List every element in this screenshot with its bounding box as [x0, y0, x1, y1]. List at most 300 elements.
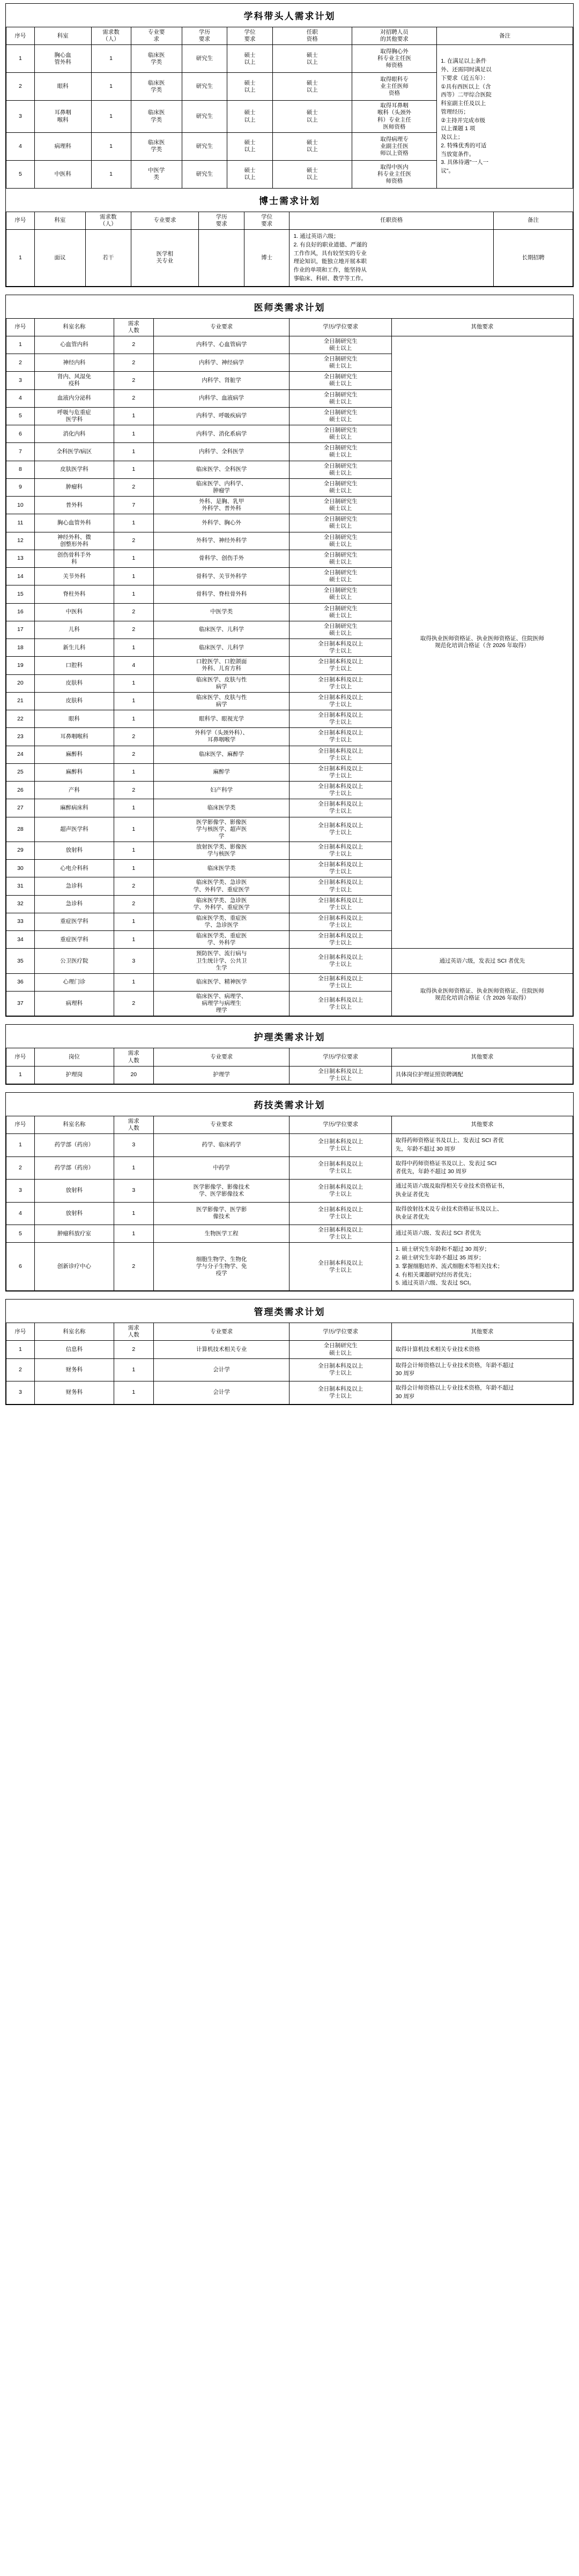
cell-dept: 眼科	[34, 73, 91, 101]
cell-count: 1	[114, 799, 153, 817]
cell-education: 全日制本科及以上 学士以上	[290, 1202, 391, 1225]
cell-index: 6	[6, 1243, 35, 1291]
cell-qualification: 硕士 以上	[272, 101, 352, 133]
cell-dept: 眼科	[34, 710, 114, 728]
col-remarks: 备注	[493, 212, 573, 229]
cell-dept: 麻醉科	[34, 763, 114, 781]
cell-count: 2	[114, 728, 153, 746]
cell-qualification: 硕士 以上	[272, 160, 352, 188]
cell-dept: 病理科	[34, 992, 114, 1016]
cell-count: 2	[114, 895, 153, 913]
col-index: 序号	[6, 1116, 35, 1133]
cell-education: 全日制研究生 硕士以上	[290, 389, 391, 407]
section-nursing	[5, 1024, 574, 1085]
cell-education: 全日制研究生 硕士以上	[290, 1341, 391, 1358]
cell-dept: 药学部（药房）	[34, 1134, 114, 1157]
cell-index: 4	[6, 132, 35, 160]
table-header-row	[6, 318, 573, 336]
table-row	[6, 336, 573, 354]
cell-count: 4	[114, 657, 153, 674]
col-major: 专业要求	[153, 318, 290, 336]
col-index: 序号	[6, 212, 35, 229]
cell-index: 1	[6, 1134, 35, 1157]
cell-education: 全日制本科及以上 学士以上	[290, 992, 391, 1016]
cell-other-requirements: 取得眼科专 业主任医师 资格	[352, 73, 437, 101]
cell-major: 外科、是胸、乳甲 外科学、普外科	[153, 497, 290, 514]
cell-dept: 血液内分泌科	[34, 389, 114, 407]
cell-other-requirements: 取得胸心外 科专业主任医 师资格	[352, 45, 437, 73]
cell-index: 5	[6, 407, 35, 425]
cell-count: 1	[114, 674, 153, 692]
cell-index: 32	[6, 895, 35, 913]
cell-education: 全日制本科及以上 学士以上	[290, 1066, 391, 1084]
cell-other-requirements: 取得病理专 业副主任医 师以上资格	[352, 132, 437, 160]
cell-other-requirements: 取得会计师资格以上专业技术资格，年龄不超过 30 周岁	[391, 1358, 573, 1381]
table-discipline-leader	[6, 27, 573, 189]
cell-degree: 硕士 以上	[227, 160, 273, 188]
cell-degree: 硕士 以上	[227, 132, 273, 160]
cell-count: 1	[114, 763, 153, 781]
cell-education: 全日制研究生 硕士以上	[290, 585, 391, 603]
cell-index: 16	[6, 603, 35, 621]
cell-index: 10	[6, 497, 35, 514]
cell-dept: 皮肤科	[34, 692, 114, 710]
cell-dept: 肿瘤科放疗室	[34, 1225, 114, 1243]
cell-education: 全日制本科及以上 学士以上	[290, 799, 391, 817]
cell-other-requirements: 取得药师资格证书及以上、发表过 SCI 者优 先，年龄不超过 30 周岁	[391, 1134, 573, 1157]
cell-count: 1	[114, 461, 153, 478]
cell-dept: 放射科	[34, 1202, 114, 1225]
cell-index: 22	[6, 710, 35, 728]
cell-index: 18	[6, 639, 35, 657]
col-index: 序号	[6, 1048, 35, 1066]
cell-count: 1	[114, 842, 153, 859]
cell-count: 2	[114, 532, 153, 550]
cell-major: 临床医 学类	[131, 45, 182, 73]
cell-dept: 心血管内科	[34, 336, 114, 354]
cell-index: 36	[6, 973, 35, 991]
cell-index: 33	[6, 913, 35, 930]
cell-index: 3	[6, 372, 35, 389]
cell-major: 内科学、呼吸疾病学	[153, 407, 290, 425]
cell-count: 1	[114, 639, 153, 657]
cell-index: 35	[6, 949, 35, 973]
cell-degree: 博士	[244, 230, 290, 287]
table-row	[6, 949, 573, 973]
cell-education: 全日制本科及以上 学士以上	[290, 973, 391, 991]
cell-education: 全日制研究生 硕士以上	[290, 461, 391, 478]
cell-education: 全日制本科及以上 学士以上	[290, 782, 391, 799]
table-row	[6, 230, 573, 287]
cell-other-requirements: 取得中医内 科专业主任医 师资格	[352, 160, 437, 188]
cell-other-requirements: 取得中药师资格证书及以上、发表过 SCI 者优先，年龄不超过 30 周岁	[391, 1156, 573, 1180]
cell-index: 11	[6, 514, 35, 532]
cell-index: 15	[6, 585, 35, 603]
cell-dept: 脊柱外科	[34, 585, 114, 603]
cell-education: 全日制本科及以上 学士以上	[290, 1225, 391, 1243]
table-pharmacy-tech	[6, 1116, 573, 1291]
col-other-requirements: 其他要求	[391, 318, 573, 336]
cell-dept: 肿瘤科	[34, 478, 114, 496]
section-physician	[5, 295, 574, 1017]
cell-major: 临床医学、全科医学	[153, 461, 290, 478]
cell-other-requirements-merged: 通过英语六级，发表过 SCI 者优先	[391, 949, 573, 973]
table-header-row	[6, 1323, 573, 1341]
cell-major: 临床医学类	[153, 799, 290, 817]
cell-education: 全日制本科及以上 学士以上	[290, 1180, 391, 1203]
table-phd	[6, 212, 573, 287]
table-row	[6, 1066, 573, 1084]
cell-dept: 胸心血 管外科	[34, 45, 91, 73]
cell-education: 全日制研究生 硕士以上	[290, 425, 391, 443]
cell-major: 临床医 学类	[131, 132, 182, 160]
cell-major: 骨科学、脊柱骨外科	[153, 585, 290, 603]
cell-count: 2	[114, 621, 153, 639]
cell-count: 3	[114, 1134, 153, 1157]
cell-major: 内科学、心血管病学	[153, 336, 290, 354]
cell-education: 全日制本科及以上 学士以上	[290, 639, 391, 657]
cell-education: 全日制本科及以上 学士以上	[290, 1243, 391, 1291]
cell-index: 29	[6, 842, 35, 859]
cell-dept: 神经外科、微 创整形外科	[34, 532, 114, 550]
cell-major: 临床医 学类	[131, 101, 182, 133]
table-row	[6, 1341, 573, 1358]
cell-dept: 皮肤医学科	[34, 461, 114, 478]
col-other-requirements: 对招聘人员 的其他要求	[352, 27, 437, 45]
cell-index: 2	[6, 1156, 35, 1180]
cell-count: 1	[114, 1202, 153, 1225]
cell-education: 全日制本科及以上 学士以上	[290, 842, 391, 859]
col-major: 专业要求	[131, 212, 199, 229]
cell-major: 临床医学、麻醉学	[153, 746, 290, 763]
cell-index: 30	[6, 860, 35, 877]
col-count: 需求 人数	[114, 1323, 153, 1341]
cell-major: 麻醉学	[153, 763, 290, 781]
cell-major: 临床医学、病理学、 病理学与病理生 理学	[153, 992, 290, 1016]
cell-major: 护理学	[153, 1066, 290, 1084]
col-education: 学历 要求	[199, 212, 244, 229]
cell-index: 2	[6, 73, 35, 101]
table-physician	[6, 318, 573, 1017]
cell-dept: 肾内、风湿免 疫科	[34, 372, 114, 389]
col-education: 学历/学位要求	[290, 1048, 391, 1066]
section-title: 药技类需求计划	[254, 1100, 325, 1110]
cell-index: 27	[6, 799, 35, 817]
col-major: 专业要求	[153, 1048, 290, 1066]
cell-count: 2	[114, 877, 153, 895]
col-remarks: 备注	[437, 27, 573, 45]
table-nursing	[6, 1048, 573, 1084]
cell-major: 内科学、血液病学	[153, 389, 290, 407]
col-degree: 学位 要求	[227, 27, 273, 45]
cell-count: 1	[114, 425, 153, 443]
table-row	[6, 1358, 573, 1381]
cell-index: 3	[6, 1180, 35, 1203]
table-management	[6, 1323, 573, 1405]
col-education: 学历/学位要求	[290, 1116, 391, 1133]
cell-count: 若干	[85, 230, 131, 287]
table-row	[6, 1156, 573, 1180]
col-count: 需求 人数	[114, 1116, 153, 1133]
col-count: 需求 人数	[114, 318, 153, 336]
col-major: 专业要 求	[131, 27, 182, 45]
col-dept: 科室名称	[34, 318, 114, 336]
cell-education: 全日制研究生 硕士以上	[290, 497, 391, 514]
table-row	[6, 973, 573, 991]
table-row	[6, 1202, 573, 1225]
cell-dept: 皮肤科	[34, 674, 114, 692]
cell-count: 2	[114, 603, 153, 621]
cell-count: 1	[114, 913, 153, 930]
col-dept: 科室	[34, 27, 91, 45]
col-other-requirements: 其他要求	[391, 1116, 573, 1133]
cell-dept: 财务科	[34, 1358, 114, 1381]
cell-count: 1	[114, 710, 153, 728]
cell-dept: 重症医学科	[34, 913, 114, 930]
col-education: 学历/学位要求	[290, 1323, 391, 1341]
cell-other-requirements: 取得耳鼻咽 喉科（头颈外 科）专业主任 医师资格	[352, 101, 437, 133]
cell-education: 全日制研究生 硕士以上	[290, 550, 391, 567]
cell-index: 12	[6, 532, 35, 550]
cell-dept: 中医科	[34, 603, 114, 621]
table-header-row	[6, 212, 573, 229]
cell-count: 1	[114, 568, 153, 585]
cell-dept: 口腔科	[34, 657, 114, 674]
cell-index: 6	[6, 425, 35, 443]
cell-education: 全日制本科及以上 学士以上	[290, 860, 391, 877]
col-dept: 科室	[34, 212, 85, 229]
cell-degree: 硕士 以上	[227, 45, 273, 73]
cell-count: 1	[114, 443, 153, 461]
cell-dept: 麻醉病床科	[34, 799, 114, 817]
cell-major: 临床医 学类	[131, 73, 182, 101]
cell-education: 全日制本科及以上 学士以上	[290, 728, 391, 746]
cell-index: 34	[6, 931, 35, 949]
cell-major: 医学影像学、影像医 学与核医学、超声医 学	[153, 817, 290, 842]
cell-education: 全日制研究生 硕士以上	[290, 532, 391, 550]
cell-education: 全日制研究生 硕士以上	[290, 478, 391, 496]
cell-education: 全日制本科及以上 学士以上	[290, 763, 391, 781]
cell-other-requirements-merged: 取得执业医师资格证、执业医师资格证、住院医师 规范化培训合格证（含 2026 年取得）	[391, 336, 573, 949]
cell-education: 研究生	[182, 73, 227, 101]
cell-count: 3	[114, 1180, 153, 1203]
cell-index: 4	[6, 389, 35, 407]
cell-dept: 创新诊疗中心	[34, 1243, 114, 1291]
col-other-requirements: 其他要求	[391, 1323, 573, 1341]
col-education: 学历/学位要求	[290, 318, 391, 336]
section-title-phd: 博士需求计划	[259, 196, 320, 206]
cell-education: 研究生	[182, 160, 227, 188]
cell-education: 研究生	[182, 101, 227, 133]
cell-dept: 放射科	[34, 1180, 114, 1203]
cell-dept: 药学部（药房）	[34, 1156, 114, 1180]
cell-count: 1	[114, 931, 153, 949]
cell-index: 17	[6, 621, 35, 639]
section-title: 护理类需求计划	[254, 1032, 325, 1043]
cell-major: 妇产科学	[153, 782, 290, 799]
col-education: 学历 要求	[182, 27, 227, 45]
cell-index: 1	[6, 230, 35, 287]
cell-major: 中药学	[153, 1156, 290, 1180]
cell-education: 全日制研究生 硕士以上	[290, 443, 391, 461]
cell-major: 预防医学、流行病与 卫生统计学、公共卫 生学	[153, 949, 290, 973]
cell-other-requirements: 取得会计师资格以上专业技术资格，年龄不超过 30 周岁	[391, 1381, 573, 1405]
col-degree: 学位 要求	[244, 212, 290, 229]
cell-education: 全日制本科及以上 学士以上	[290, 1381, 391, 1405]
table-header-row	[6, 1116, 573, 1133]
cell-count: 1	[114, 1156, 153, 1180]
cell-count: 1	[114, 817, 153, 842]
cell-education: 全日制本科及以上 学士以上	[290, 692, 391, 710]
cell-remarks: 长期招聘	[493, 230, 573, 287]
cell-count: 1	[114, 514, 153, 532]
cell-major: 医学影像学、影像技术 学、医学影像技术	[153, 1180, 290, 1203]
cell-count: 1	[114, 550, 153, 567]
cell-dept: 公卫医疗院	[34, 949, 114, 973]
cell-major: 临床医学类、重症医 学、急诊医学	[153, 913, 290, 930]
cell-major: 外科学、胸心外	[153, 514, 290, 532]
cell-major: 临床医学、儿科学	[153, 639, 290, 657]
cell-degree: 硕士 以上	[227, 101, 273, 133]
cell-count: 1	[114, 1381, 153, 1405]
cell-qualification: 1. 通过英语六级； 2. 有良好的职业道德、严谨的 工作作风，具有较坚实的专业 理论知识，能独立地开展本职 作业的单项和工作，能坚持从 事临床、科研、教学等工作。	[290, 230, 494, 287]
cell-other-requirements: 1. 硕士研究生年龄和不超过 30 周岁； 2. 硕士研究生年龄不超过 35 周岁； 3. 掌握细胞培养、流式细胞术等相关技术； 4. 有相关课题研究经历者优先； 5. 通过英语六级、发表过 SCI。	[391, 1243, 573, 1291]
cell-dept: 财务科	[34, 1381, 114, 1405]
cell-dept: 护理岗	[34, 1066, 114, 1084]
col-other-requirements: 其他要求	[391, 1048, 573, 1066]
cell-dept: 产科	[34, 782, 114, 799]
table-header-row	[6, 27, 573, 45]
cell-major: 临床医学类、重症医 学、外科学	[153, 931, 290, 949]
cell-education: 全日制本科及以上 学士以上	[290, 895, 391, 913]
table-row	[6, 1225, 573, 1243]
col-major: 专业要求	[153, 1116, 290, 1133]
cell-dept: 病理科	[34, 132, 91, 160]
cell-count: 1	[114, 407, 153, 425]
cell-index: 8	[6, 461, 35, 478]
cell-major: 骨科学、创伤手外	[153, 550, 290, 567]
cell-index: 20	[6, 674, 35, 692]
table-header-row	[6, 1048, 573, 1066]
cell-major: 医学影像学、医学影 像技术	[153, 1202, 290, 1225]
cell-index: 37	[6, 992, 35, 1016]
cell-education	[199, 230, 244, 287]
cell-major: 骨科学、关节外科学	[153, 568, 290, 585]
cell-dept: 急诊科	[34, 895, 114, 913]
cell-count: 1	[114, 585, 153, 603]
cell-education: 全日制本科及以上 学士以上	[290, 931, 391, 949]
cell-education: 全日制研究生 硕士以上	[290, 603, 391, 621]
cell-count: 1	[91, 45, 131, 73]
cell-major: 中医学类	[153, 603, 290, 621]
cell-major: 会计学	[153, 1381, 290, 1405]
cell-index: 2	[6, 1358, 35, 1381]
cell-other-requirements: 通过英语六级、发表过 SCI 者优先	[391, 1225, 573, 1243]
cell-major: 计算机技术相关专业	[153, 1341, 290, 1358]
col-index: 序号	[6, 1323, 35, 1341]
cell-dept: 全科医学/病区	[34, 443, 114, 461]
cell-major: 临床医学、皮肤与性 病学	[153, 692, 290, 710]
cell-education: 全日制研究生 硕士以上	[290, 568, 391, 585]
cell-dept: 信息科	[34, 1341, 114, 1358]
cell-index: 13	[6, 550, 35, 567]
table-row	[6, 1243, 573, 1291]
section-title: 管理类需求计划	[254, 1307, 325, 1318]
cell-dept: 超声医学科	[34, 817, 114, 842]
cell-count: 1	[91, 132, 131, 160]
cell-dept: 呼吸与危重症 医学科	[34, 407, 114, 425]
cell-count: 1	[114, 692, 153, 710]
cell-education: 研究生	[182, 45, 227, 73]
cell-dept: 心电介科科	[34, 860, 114, 877]
cell-education: 全日制本科及以上 学士以上	[290, 1134, 391, 1157]
cell-education: 全日制研究生 硕士以上	[290, 407, 391, 425]
cell-major: 临床医学、内科学、 肿瘤学	[153, 478, 290, 496]
cell-dept: 创伤骨科手外 科	[34, 550, 114, 567]
cell-dept: 中医科	[34, 160, 91, 188]
cell-dept: 胸心血管外科	[34, 514, 114, 532]
cell-count: 2	[114, 746, 153, 763]
cell-major: 口腔医学、口腔颌面 外科、儿育方科	[153, 657, 290, 674]
cell-education: 全日制研究生 硕士以上	[290, 621, 391, 639]
col-index: 序号	[6, 318, 35, 336]
cell-count: 2	[114, 354, 153, 372]
cell-dept: 关节外科	[34, 568, 114, 585]
cell-count: 7	[114, 497, 153, 514]
cell-major: 内科学、肾脏学	[153, 372, 290, 389]
cell-index: 23	[6, 728, 35, 746]
cell-count: 1	[91, 160, 131, 188]
cell-count: 1	[114, 860, 153, 877]
cell-dept: 急诊科	[34, 877, 114, 895]
cell-count: 2	[114, 1243, 153, 1291]
cell-major: 临床医学类、急诊医 学、外科学、重症医学	[153, 895, 290, 913]
table-row	[6, 1134, 573, 1157]
cell-education: 全日制本科及以上 学士以上	[290, 1358, 391, 1381]
cell-index: 19	[6, 657, 35, 674]
cell-index: 21	[6, 692, 35, 710]
cell-index: 28	[6, 817, 35, 842]
cell-dept: 耳鼻咽喉科	[34, 728, 114, 746]
section-discipline-leader	[5, 3, 574, 287]
cell-other-requirements: 具体岗位护理证照资聘调配	[391, 1066, 573, 1084]
cell-other-requirements: 取得放射技术及专业技术资格证书及以上、 执业证者优先	[391, 1202, 573, 1225]
cell-count: 2	[114, 1341, 153, 1358]
cell-dept: 重症医学科	[34, 931, 114, 949]
cell-education: 全日制本科及以上 学士以上	[290, 657, 391, 674]
table-row	[6, 1381, 573, 1405]
cell-dept: 面议	[34, 230, 85, 287]
cell-count: 2	[114, 782, 153, 799]
cell-major: 医学相 关专业	[131, 230, 199, 287]
cell-index: 9	[6, 478, 35, 496]
cell-major: 临床医学、皮肤与性 病学	[153, 674, 290, 692]
cell-education: 全日制研究生 硕士以上	[290, 372, 391, 389]
col-index: 序号	[6, 27, 35, 45]
cell-education: 全日制本科及以上 学士以上	[290, 710, 391, 728]
cell-education: 研究生	[182, 132, 227, 160]
cell-education: 全日制本科及以上 学士以上	[290, 746, 391, 763]
cell-major: 细胞生物学、生物化 学与分子生物学、免 疫学	[153, 1243, 290, 1291]
col-dept: 科室名称	[34, 1116, 114, 1133]
cell-index: 26	[6, 782, 35, 799]
col-count: 需求数 （人）	[91, 27, 131, 45]
col-dept: 科室名称	[34, 1323, 114, 1341]
cell-major: 临床医学类	[153, 860, 290, 877]
cell-major: 外科学（头颈外科）、 耳鼻咽喉学	[153, 728, 290, 746]
cell-index: 31	[6, 877, 35, 895]
table-row	[6, 1180, 573, 1203]
